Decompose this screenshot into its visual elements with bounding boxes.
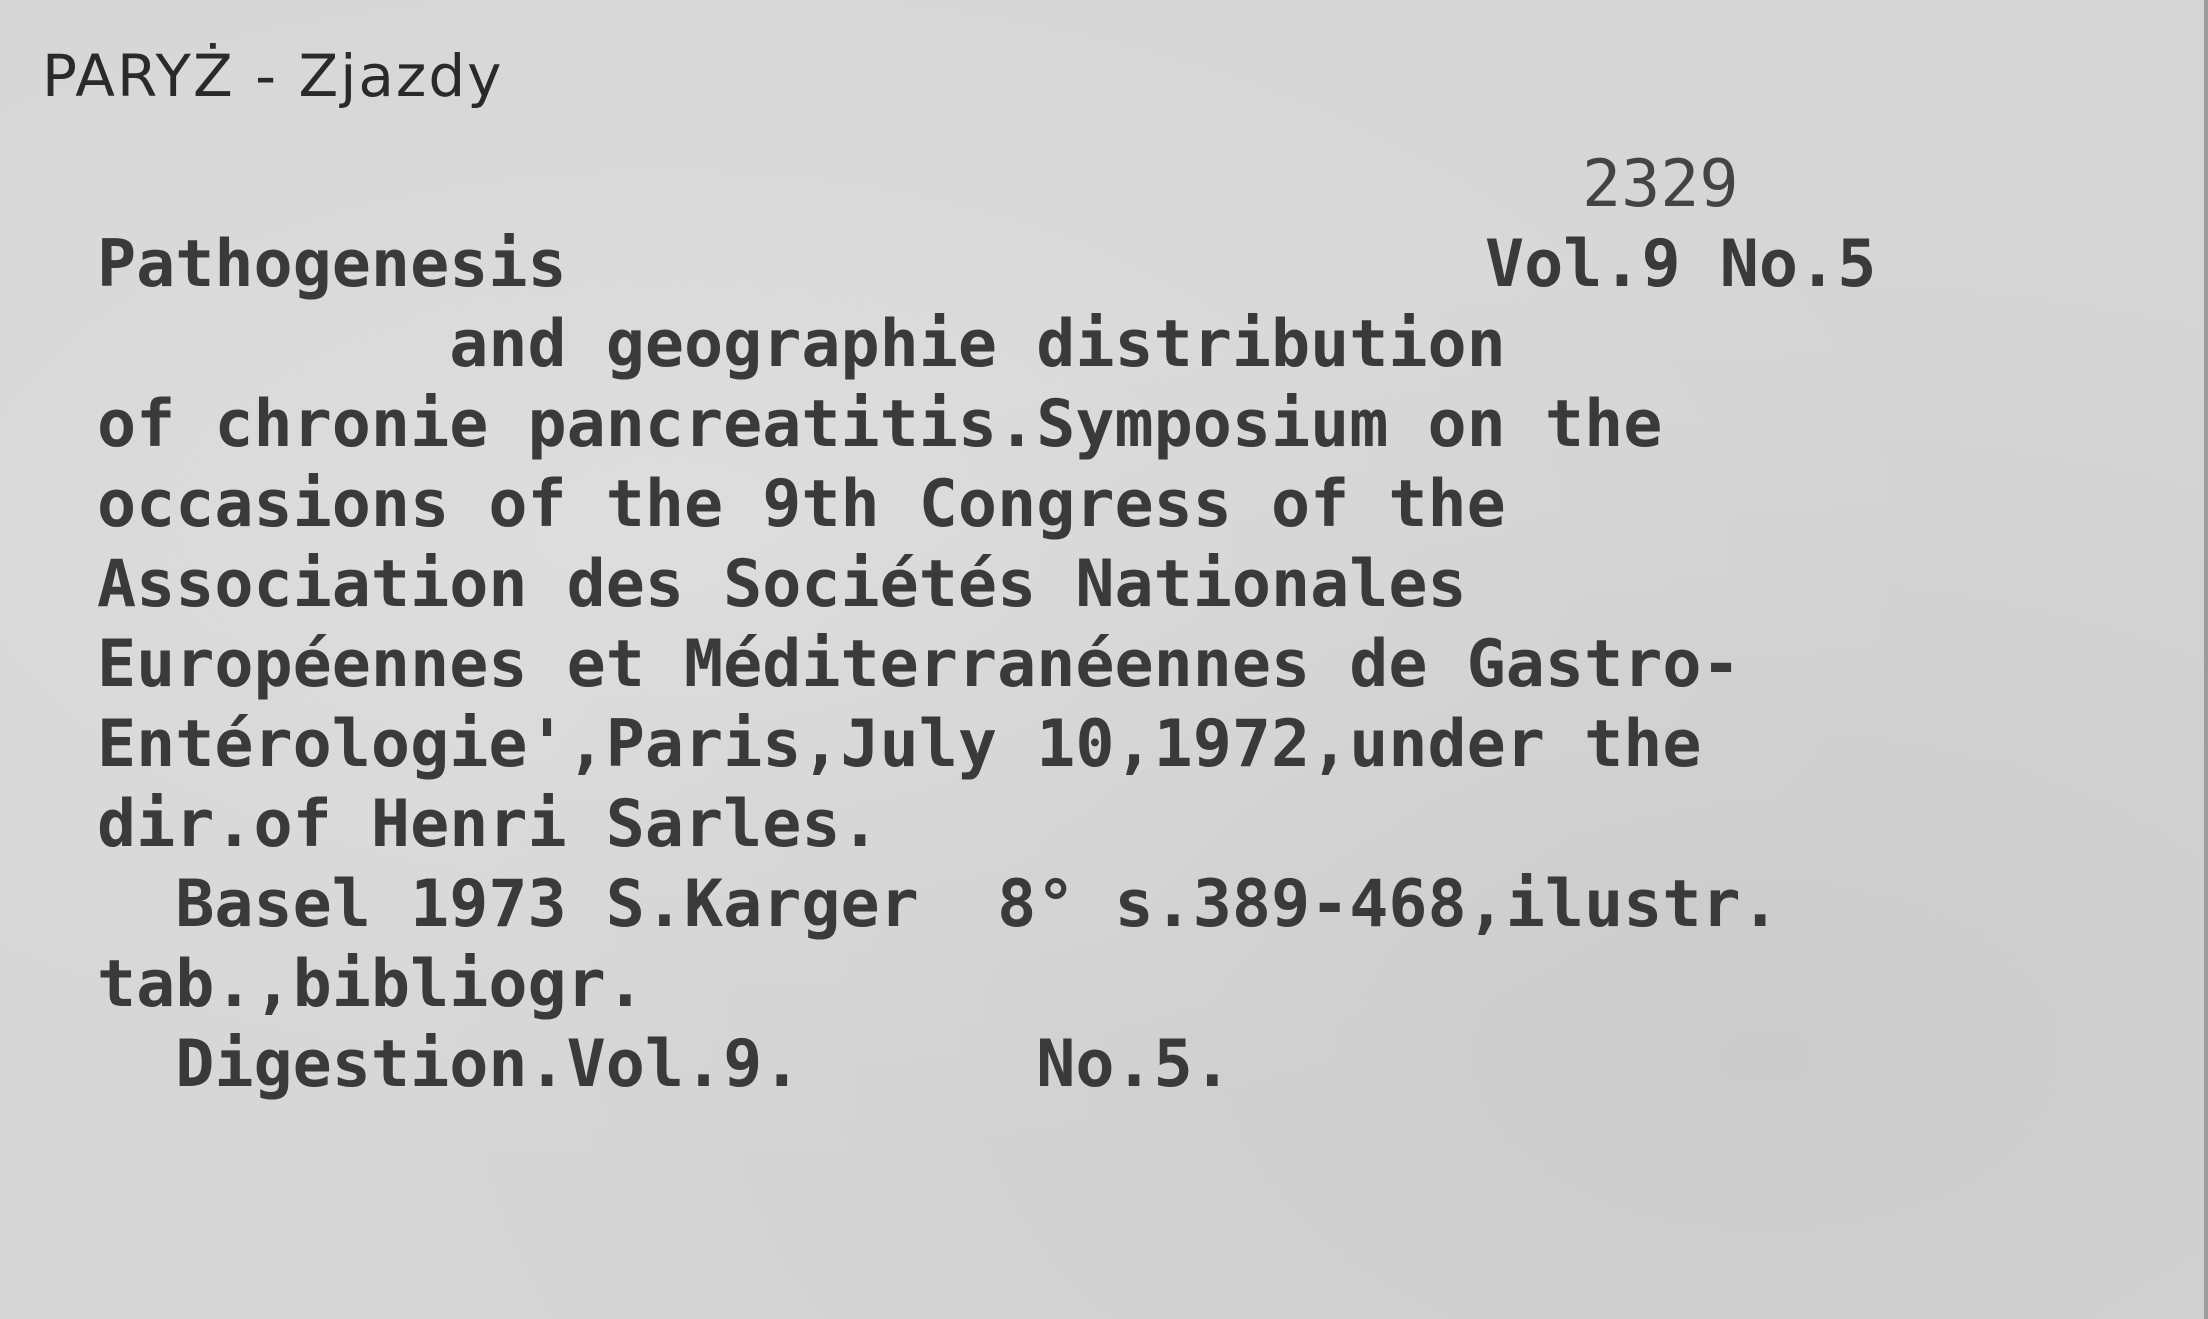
handwritten-heading: PARYŻ - Zjazdy bbox=[42, 42, 504, 110]
card-line: Digestion.Vol.9. No.5. bbox=[97, 1027, 1232, 1102]
card-edge bbox=[2204, 0, 2208, 1319]
card-line: Basel 1973 S.Karger 8° s.389-468,ilustr. bbox=[97, 867, 1780, 942]
card-line: Entérologie',Paris,July 10,1972,under the bbox=[97, 707, 1702, 782]
volume-number: Vol.9 No.5 bbox=[1485, 227, 1877, 302]
title-start: Pathogenesis bbox=[97, 227, 567, 302]
card-line: and geographie distribution bbox=[97, 307, 1506, 382]
card-line: occasions of the 9th Congress of the bbox=[97, 467, 1506, 542]
card-line: Européennes et Méditerranéennes de Gastro- bbox=[97, 627, 1741, 702]
card-line: dir.of Henri Sarles. bbox=[97, 787, 880, 862]
card-number: 2329 bbox=[1582, 147, 1739, 222]
card-line: of chronie pancreatitis.Symposium on the bbox=[97, 387, 1663, 462]
card-line: tab.,bibliogr. bbox=[97, 947, 645, 1022]
card-line: Association des Sociétés Nationales bbox=[97, 547, 1467, 622]
